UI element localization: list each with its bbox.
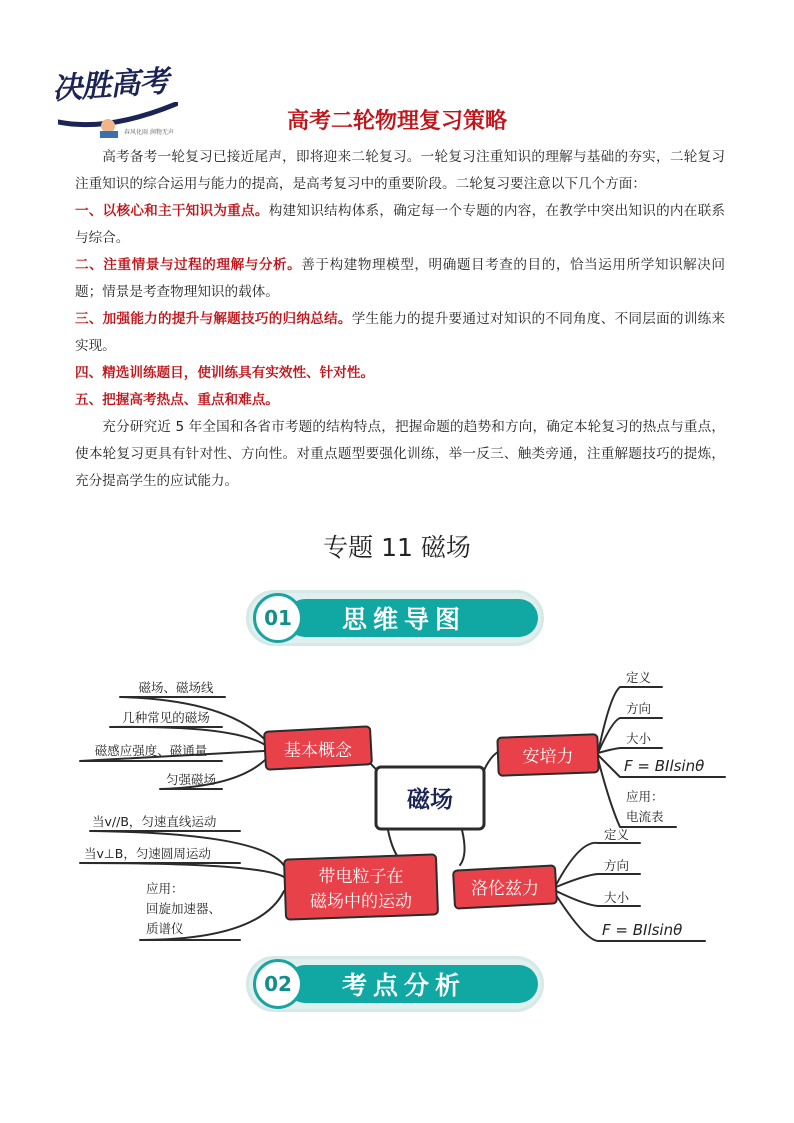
point-lead: 三、加强能力的提升与解题技巧的归纳总结。 xyxy=(75,311,352,327)
section-banner-analysis xyxy=(246,956,544,1012)
point-lead: 二、注重情景与过程的理解与分析。 xyxy=(75,257,302,273)
basic-item: 匀强磁场 xyxy=(165,772,217,787)
ampere-item: 电流表 xyxy=(626,809,664,824)
ampere-force-label: 安培力 xyxy=(522,747,574,767)
motion-item: 当v//B，匀速直线运动 xyxy=(92,814,217,829)
basic-item: 磁场、磁场线 xyxy=(138,680,214,695)
topic-title: 专题 11 磁场 xyxy=(323,533,471,562)
basic-concept-label: 基本概念 xyxy=(284,741,352,761)
center-node-label: 磁场 xyxy=(407,787,453,813)
point-lead: 五、把握高考热点、重点和难点。 xyxy=(75,392,279,408)
basic-item: 磁感应强度、磁通量 xyxy=(94,743,208,758)
section-banner-mindmap xyxy=(246,590,544,646)
strategy-point-2 xyxy=(75,252,725,306)
logo-subtext: 春风化雨 润物无声 xyxy=(124,129,174,136)
banner-label: 思维导图 xyxy=(342,605,467,634)
ampere-item: 应用： xyxy=(626,789,664,804)
motion-item: 当v⊥B，匀速圆周运动 xyxy=(84,846,211,861)
point-text: 学生能力的提升要通过对知识的不同角度、不同层面的训练来实现。 xyxy=(75,311,726,354)
mind-map xyxy=(0,655,794,955)
strategy-point-3 xyxy=(75,306,725,360)
basic-item: 几种常见的磁场 xyxy=(122,710,210,725)
point-lead: 一、以核心和主干知识为重点。 xyxy=(75,203,269,219)
ampere-item: 方向 xyxy=(626,701,652,716)
ampere-item: 大小 xyxy=(626,731,652,746)
point-text: 善于构建物理模型，明确题目考查的目的，恰当运用所学知识解决问题；情景是考查物理知识的载体。 xyxy=(75,257,726,300)
particle-motion-label-1: 带电粒子在 xyxy=(318,867,404,887)
intro-paragraph: 高考备考一轮复习已接近尾声，即将迎来二轮复习。一轮复习注重知识的理解与基础的夯实，二轮复习注重知识的综合运用与能力的提高，是高考复习中的重要阶段。二轮复习要注意以下几个方面： xyxy=(75,149,725,192)
strategy-point-1 xyxy=(75,198,725,252)
lorentz-force-label: 洛伦兹力 xyxy=(471,879,539,899)
motion-item: 应用： xyxy=(146,881,184,896)
lorentz-item: 方向 xyxy=(604,858,630,873)
banner-number: 01 xyxy=(253,593,303,643)
point-lead: 四、精选训练题目，使训练具有实效性、针对性。 xyxy=(75,365,375,381)
lorentz-item: 定义 xyxy=(604,827,630,842)
point-text: 构建知识结构体系，确定每一个专题的内容，在教学中突出知识的内在联系与综合。 xyxy=(75,203,726,246)
ampere-item: 定义 xyxy=(626,670,652,685)
strategy-point-4 xyxy=(75,360,725,387)
document-title: 高考二轮物理复习策略 xyxy=(286,109,507,134)
banner-number: 02 xyxy=(253,959,303,1009)
motion-item: 回旋加速器、 xyxy=(146,901,222,916)
ampere-formula: F = BIlsinθ xyxy=(624,757,705,775)
strategy-point-5 xyxy=(75,387,725,414)
particle-motion-label-2: 磁场中的运动 xyxy=(310,892,412,912)
lorentz-formula: F = BIlsinθ xyxy=(602,921,683,939)
lorentz-item: 大小 xyxy=(604,890,630,905)
logo-text: 决胜高考 xyxy=(51,63,170,107)
motion-item: 质谱仪 xyxy=(146,921,184,936)
banner-label: 考点分析 xyxy=(342,971,467,1000)
closing-paragraph: 充分研究近 5 年全国和各省市考题的结构特点，把握命题的趋势和方向，确定本轮复习的热点与重点，使本轮复习更具有针对性、方向性。对重点题型要强化训练，举一反三、触类旁通，注重解题技巧的提炼，充分提高学生的应试能力。 xyxy=(75,419,725,489)
